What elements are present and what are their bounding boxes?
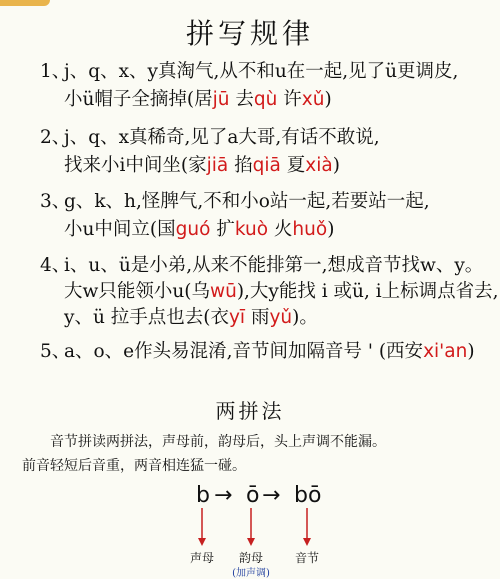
rule-text: 夏: [280, 155, 306, 176]
rule-text: 找来小i中间坐(家: [64, 155, 207, 176]
rule-number: 1、: [40, 61, 71, 82]
section-title: 两拼法: [215, 399, 285, 423]
rule-text: g、k、h,怪脾气,不和小o站一起,若要站一起,: [64, 191, 430, 212]
rule-text: 许: [277, 89, 302, 110]
rule-text: 大w只能领小u(乌: [64, 281, 210, 302]
arrow-to-initial-head: [198, 538, 206, 546]
rule-text: ): [327, 219, 335, 240]
label-syllable: 音节: [294, 551, 320, 565]
pinyin-example: xià: [305, 155, 333, 176]
formula-initial: b: [196, 483, 210, 508]
pinyin-example: qiā: [252, 155, 281, 176]
pinyin-example: jū: [212, 89, 230, 110]
rule-number: 2、: [40, 127, 71, 148]
pinyin-example: guó: [175, 219, 211, 240]
rule-text: 小u中间立(国: [64, 219, 176, 240]
rule-text: 扩: [210, 219, 235, 240]
pinyin-example: yǔ: [269, 307, 293, 328]
rule-text: 火: [268, 219, 293, 240]
pinyin-example: huǒ: [292, 219, 328, 240]
rule-text: 掐: [228, 155, 253, 176]
pinyin-example: jiā: [206, 155, 229, 176]
pinyin-example: yī: [228, 307, 246, 328]
rule-number: 4、: [40, 255, 71, 276]
rule-number: 5、: [40, 341, 71, 362]
label-final-note: (加声调): [232, 568, 270, 579]
rule-text: 雨: [245, 307, 270, 328]
formula-arrow-1: →: [214, 483, 233, 508]
pinyin-example: kuò: [234, 219, 269, 240]
page-title: 拼写规律: [185, 17, 314, 50]
rule-number: 3、: [40, 191, 71, 212]
rule-text: ),大y能找 i 或ü, i上标调点省去,: [236, 281, 499, 302]
rule-text: 去: [229, 89, 254, 110]
arrow-to-syllable-head: [303, 538, 311, 546]
rule-text: )。: [292, 307, 318, 328]
rule-text: i、u、ü是小弟,从来不能排第一,想成音节找w、y。: [64, 255, 484, 276]
rule-text: j、q、x真稀奇,见了a大哥,有话不敢说,: [64, 127, 380, 148]
method-paragraph-line2: 前音轻短后音重，两音相连猛一碰。: [22, 458, 246, 474]
pinyin-example: wū: [209, 281, 237, 302]
rule-text: a、o、e作头易混淆,音节间加隔音号 ' (西安: [64, 341, 424, 362]
method-paragraph-line1: 音节拼读两拼法，声母前，韵母后，头上声调不能漏。: [50, 434, 386, 450]
formula-arrow-2: →: [262, 483, 281, 508]
rule-text: j、q、x、y真淘气,从不和u在一起,见了ü更调皮,: [64, 61, 459, 82]
rule-text: 小ü帽子全摘掉(居: [64, 89, 213, 110]
label-initial: 声母: [189, 551, 215, 565]
formula-final: ō: [246, 483, 260, 508]
pinyin-example: xǔ: [301, 89, 325, 110]
rule-text: y、ü 拉手点也去(衣: [64, 307, 229, 328]
rule-text: ): [332, 155, 340, 176]
arrow-to-final-head: [247, 538, 255, 546]
label-final: 韵母: [238, 551, 264, 565]
pinyin-example: xi'an: [423, 341, 468, 362]
rule-text: ): [467, 341, 475, 362]
rule-text: ): [324, 89, 332, 110]
formula-syllable: bō: [294, 483, 322, 508]
pinyin-example: qù: [253, 89, 278, 110]
